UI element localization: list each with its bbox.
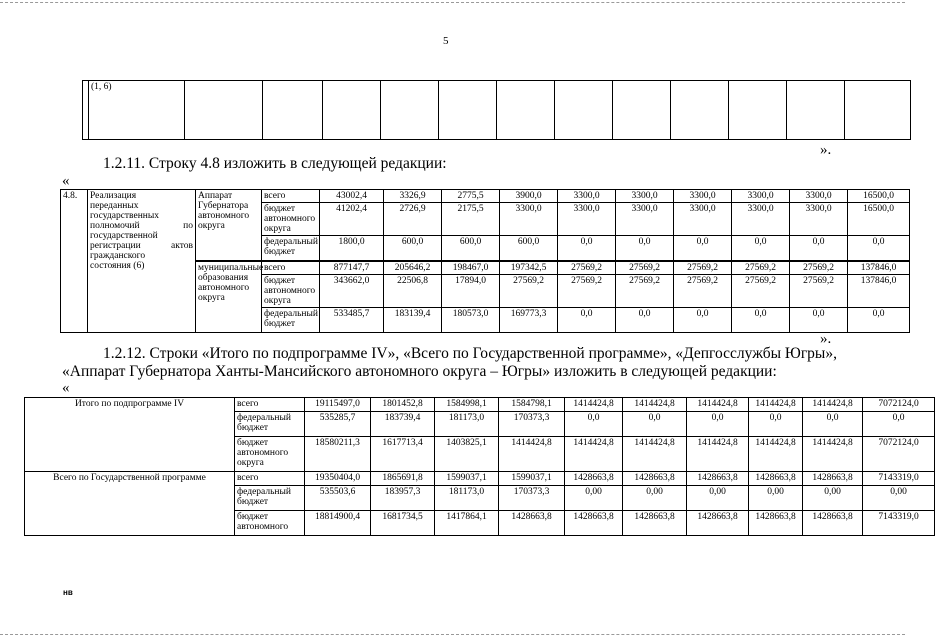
page-number: 5	[443, 35, 449, 47]
close-quote-1: ».	[820, 142, 832, 158]
executor-cell: муниципальные образования автономного округа	[196, 261, 262, 333]
footer-mark: нв	[63, 588, 73, 597]
value-cell: 198467,0	[442, 261, 500, 275]
source-cell: всего	[262, 261, 320, 275]
row-4-8-table	[60, 189, 910, 333]
value-cell: 1414424,8	[749, 398, 803, 412]
value-cell: 0,0	[565, 412, 623, 437]
value-cell: 3300,0	[674, 203, 732, 236]
value-cell: 0,00	[687, 486, 749, 511]
value-cell: 3300,0	[616, 190, 674, 203]
value-cell: 1414424,8	[803, 437, 863, 472]
value-cell: 27569,2	[674, 275, 732, 308]
value-cell: 0,0	[863, 412, 935, 437]
table-cell	[263, 81, 323, 140]
value-cell: 18580211,3	[305, 437, 371, 472]
name-line	[90, 251, 193, 261]
value-cell: 16500,0	[848, 190, 910, 203]
name-line	[90, 261, 193, 271]
table-cell	[381, 81, 439, 140]
value-cell: 0,00	[863, 486, 935, 511]
value-cell: 0,0	[616, 236, 674, 262]
value-cell: 205646,2	[384, 261, 442, 275]
value-cell: 1428663,8	[749, 472, 803, 486]
value-cell: 0,0	[558, 236, 616, 262]
value-cell: 27569,2	[732, 261, 790, 275]
value-cell: 600,0	[442, 236, 500, 262]
totals-table	[24, 397, 935, 536]
table-cell	[671, 81, 729, 140]
value-cell: 7143319,0	[863, 511, 935, 536]
table-cell	[323, 81, 381, 140]
value-cell: 7143319,0	[863, 472, 935, 486]
value-cell: 535503,6	[305, 486, 371, 511]
value-cell: 0,0	[674, 236, 732, 262]
name-line	[90, 241, 193, 251]
table-cell	[845, 81, 911, 140]
value-cell: 3900,0	[500, 190, 558, 203]
source-cell: бюджет автономного	[235, 511, 305, 536]
value-cell: 2175,5	[442, 203, 500, 236]
value-cell: 0,0	[732, 236, 790, 262]
name-word: переданных	[90, 201, 139, 211]
table-cell	[729, 81, 787, 140]
value-cell: 1414424,8	[687, 398, 749, 412]
value-cell: 1414424,8	[499, 437, 565, 472]
previous-table-tail	[82, 80, 911, 140]
table-cell	[439, 81, 497, 140]
value-cell: 1801452,8	[371, 398, 435, 412]
scan-edge-top	[0, 2, 905, 4]
value-cell: 1681734,5	[371, 511, 435, 536]
value-cell: 170373,3	[499, 412, 565, 437]
value-cell: 1428663,8	[565, 472, 623, 486]
value-cell: 170373,3	[499, 486, 565, 511]
table-row	[83, 81, 911, 140]
name-line	[90, 231, 193, 241]
value-cell: 183139,4	[384, 308, 442, 333]
source-cell: бюджет автономного округа	[262, 275, 320, 308]
value-cell: 877147,7	[320, 261, 384, 275]
value-cell: 18814900,4	[305, 511, 371, 536]
value-cell: 27569,2	[500, 275, 558, 308]
value-cell: 1800,0	[320, 236, 384, 262]
value-cell: 343662,0	[320, 275, 384, 308]
open-quote-1: «	[62, 173, 70, 189]
table-cell: (1, 6)	[89, 81, 185, 140]
table-cell	[555, 81, 613, 140]
value-cell: 1414424,8	[623, 398, 687, 412]
source-cell: федеральный бюджет	[235, 486, 305, 511]
value-cell: 27569,2	[558, 275, 616, 308]
value-cell: 137846,0	[848, 261, 910, 275]
value-cell: 1417864,1	[435, 511, 499, 536]
value-cell: 1584798,1	[499, 398, 565, 412]
value-cell: 600,0	[500, 236, 558, 262]
value-cell: 3300,0	[674, 190, 732, 203]
value-cell: 1414424,8	[749, 437, 803, 472]
source-cell: бюджет автономного округа	[262, 203, 320, 236]
paragraph-1-2-12-line1: 1.2.12. Строки «Итого по подпрограмме IV», «Всего по Государственной программе», «Депгосслужбы Югры»,	[103, 345, 837, 362]
value-cell: 27569,2	[674, 261, 732, 275]
value-cell: 600,0	[384, 236, 442, 262]
value-cell: 1428663,8	[803, 511, 863, 536]
value-cell: 0,0	[749, 412, 803, 437]
name-word: Реализация	[90, 191, 137, 201]
close-quote-2: ».	[820, 331, 832, 347]
value-cell: 19350404,0	[305, 472, 371, 486]
value-cell: 1428663,8	[803, 472, 863, 486]
name-line	[90, 221, 193, 231]
value-cell: 27569,2	[558, 261, 616, 275]
value-cell: 19115497,0	[305, 398, 371, 412]
value-cell: 3300,0	[732, 190, 790, 203]
source-cell: всего	[235, 398, 305, 412]
open-quote-2: «	[62, 380, 70, 396]
value-cell: 197342,5	[500, 261, 558, 275]
table-row	[25, 398, 935, 412]
executor-cell: Аппарат Губернатора автономного округа	[196, 190, 262, 262]
value-cell: 41202,4	[320, 203, 384, 236]
value-cell: 1428663,8	[623, 472, 687, 486]
value-cell: 1428663,8	[499, 511, 565, 536]
value-cell: 181173,0	[435, 412, 499, 437]
value-cell: 3300,0	[558, 190, 616, 203]
value-cell: 27569,2	[790, 261, 848, 275]
measure-name	[88, 190, 196, 333]
value-cell: 1428663,8	[565, 511, 623, 536]
value-cell: 1414424,8	[565, 437, 623, 472]
name-word: гражданского	[90, 251, 146, 261]
source-cell: федеральный бюджет	[262, 236, 320, 262]
value-cell: 1403825,1	[435, 437, 499, 472]
value-cell: 180573,0	[442, 308, 500, 333]
value-cell: 0,00	[749, 486, 803, 511]
source-cell: бюджет автономного округа	[235, 437, 305, 472]
name-line	[90, 201, 193, 211]
value-cell: 27569,2	[790, 275, 848, 308]
scan-edge-bottom	[0, 634, 905, 636]
value-cell: 7072124,0	[863, 398, 935, 412]
value-cell: 0,0	[790, 308, 848, 333]
value-cell: 137846,0	[848, 275, 910, 308]
value-cell: 1865691,8	[371, 472, 435, 486]
name-word: состояния (6)	[90, 261, 145, 271]
value-cell: 183957,3	[371, 486, 435, 511]
name-word: регистрации	[90, 241, 141, 251]
value-cell: 0,0	[623, 412, 687, 437]
value-cell: 0,00	[623, 486, 687, 511]
name-word: государственных	[90, 211, 160, 221]
table-row	[25, 472, 935, 486]
value-cell: 1428663,8	[687, 511, 749, 536]
source-cell: всего	[262, 190, 320, 203]
value-cell: 0,0	[803, 412, 863, 437]
value-cell: 3300,0	[790, 203, 848, 236]
value-cell: 7072124,0	[863, 437, 935, 472]
name-word: полномочий	[90, 221, 140, 231]
value-cell: 1414424,8	[623, 437, 687, 472]
name-word: государственной	[90, 231, 158, 241]
paragraph-1-2-11: 1.2.11. Строку 4.8 изложить в следующей редакции:	[103, 155, 447, 172]
value-cell: 3300,0	[732, 203, 790, 236]
value-cell: 1414424,8	[687, 437, 749, 472]
row-number: 4.8.	[61, 190, 88, 333]
value-cell: 1599037,1	[499, 472, 565, 486]
value-cell: 0,0	[674, 308, 732, 333]
value-cell: 1584998,1	[435, 398, 499, 412]
value-cell: 2775,5	[442, 190, 500, 203]
value-cell: 1617713,4	[371, 437, 435, 472]
paragraph-1-2-12-line2: «Аппарат Губернатора Ханты-Мансийского автономного округа – Югры» изложить в следующей редакции:	[62, 363, 777, 380]
value-cell: 1428663,8	[749, 511, 803, 536]
value-cell: 16500,0	[848, 203, 910, 236]
source-cell: всего	[235, 472, 305, 486]
value-cell: 0,0	[616, 308, 674, 333]
value-cell: 3326,9	[384, 190, 442, 203]
value-cell: 0,0	[790, 236, 848, 262]
value-cell: 1428663,8	[687, 472, 749, 486]
value-cell: 27569,2	[616, 261, 674, 275]
value-cell: 1414424,8	[803, 398, 863, 412]
value-cell: 17894,0	[442, 275, 500, 308]
value-cell: 22506,8	[384, 275, 442, 308]
value-cell: 0,00	[803, 486, 863, 511]
value-cell: 43002,4	[320, 190, 384, 203]
value-cell: 0,00	[565, 486, 623, 511]
value-cell: 533485,7	[320, 308, 384, 333]
value-cell: 0,0	[732, 308, 790, 333]
value-cell: 0,0	[848, 236, 910, 262]
table-cell	[787, 81, 845, 140]
value-cell: 0,0	[848, 308, 910, 333]
value-cell: 3300,0	[558, 203, 616, 236]
value-cell: 1599037,1	[435, 472, 499, 486]
value-cell: 1428663,8	[623, 511, 687, 536]
value-cell: 2726,9	[384, 203, 442, 236]
name-line	[90, 191, 193, 201]
table-cell	[185, 81, 263, 140]
value-cell: 3300,0	[500, 203, 558, 236]
name-word: актов	[171, 241, 193, 251]
table-row	[61, 190, 910, 203]
value-cell: 181173,0	[435, 486, 499, 511]
table-cell	[497, 81, 555, 140]
value-cell: 169773,3	[500, 308, 558, 333]
value-cell: 535285,7	[305, 412, 371, 437]
value-cell: 0,0	[558, 308, 616, 333]
name-word: по	[183, 221, 193, 231]
name-line	[90, 211, 193, 221]
value-cell: 3300,0	[790, 190, 848, 203]
value-cell: 3300,0	[616, 203, 674, 236]
table-cell	[613, 81, 671, 140]
value-cell: 0,0	[687, 412, 749, 437]
source-cell: федеральный бюджет	[235, 412, 305, 437]
value-cell: 27569,2	[732, 275, 790, 308]
source-cell: федеральный бюджет	[262, 308, 320, 333]
total-label: Всего по Государственной программе	[25, 472, 235, 536]
value-cell: 183739,4	[371, 412, 435, 437]
total-label: Итого по подпрограмме IV	[25, 398, 235, 472]
value-cell: 27569,2	[616, 275, 674, 308]
value-cell: 1414424,8	[565, 398, 623, 412]
